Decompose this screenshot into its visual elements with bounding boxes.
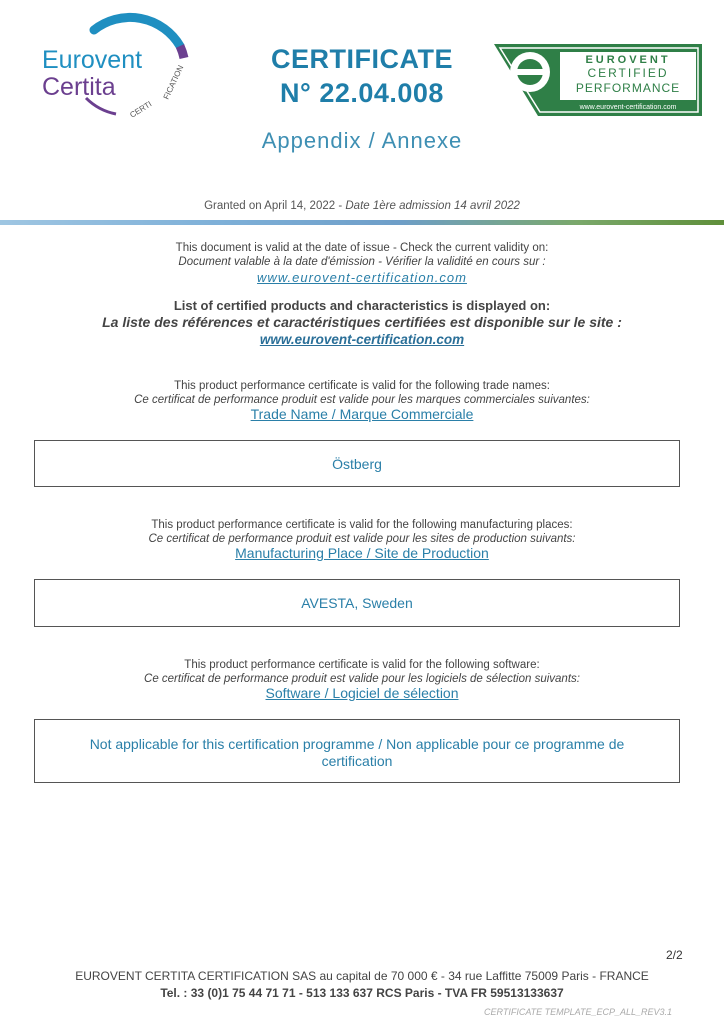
software-en: This product performance certificate is valid for the following software: xyxy=(184,659,540,671)
eurovent-certita-logo xyxy=(34,12,194,124)
certified-performance-badge-icon xyxy=(492,42,704,118)
badge-line3: PERFORMANCE xyxy=(575,81,681,95)
trade-name-value: Östberg xyxy=(332,456,382,472)
validity-en: This document is valid at the date of issue - Check the current validity on: xyxy=(175,242,549,254)
badge-url: www.eurovent-certification.com xyxy=(579,104,677,111)
software-value: Not applicable for this certification programme / Non applicable pour ce programme de certification xyxy=(89,736,625,769)
manufacturing-place-value: AVESTA, Sweden xyxy=(301,595,413,611)
validity-link-wrap xyxy=(0,269,724,287)
badge-line1: EUROVENT xyxy=(585,54,671,66)
list-en: List of certified products and characteristics is displayed on: xyxy=(173,298,551,313)
certificate-number: N° 22.04.008 xyxy=(280,78,444,108)
list-fr: La liste des références et caractéristiques certifiées est disponible sur le site : xyxy=(102,314,622,330)
software-box xyxy=(34,719,680,783)
badge-line2: CERTIFIED xyxy=(587,66,669,80)
manufacturing-place-box xyxy=(34,579,680,627)
software-heading: Software / Logiciel de sélection xyxy=(265,685,459,701)
footer-company-line: EUROVENT CERTITA CERTIFICATION SAS au capital de 70 000 € - 34 rue Laffitte 75009 Paris - FRANCE xyxy=(75,969,649,983)
trade-heading-wrap xyxy=(0,406,724,424)
software-heading-wrap xyxy=(0,685,724,703)
manufacturing-fr: Ce certificat de performance produit est valide pour les sites de production suivants: xyxy=(148,533,576,545)
list-link[interactable]: www.eurovent-certification.com xyxy=(259,332,465,347)
footer-contact-line: Tel. : 33 (0)1 75 44 71 71 - 513 133 637 RCS Paris - TVA FR 59513133637 xyxy=(160,986,564,1000)
trade-name-box xyxy=(34,440,680,487)
software-fr: Ce certificat de performance produit est valide pour les logiciels de sélection suivants: xyxy=(144,673,580,685)
validity-link[interactable]: www.eurovent-certification.com xyxy=(257,270,467,285)
svg-text:CERTI: CERTI xyxy=(128,99,154,120)
manufacturing-heading-wrap xyxy=(0,545,724,563)
trade-fr: Ce certificat de performance produit est valide pour les marques commerciales suivantes: xyxy=(134,394,590,406)
list-link-wrap xyxy=(0,331,724,349)
page-number: 2/2 xyxy=(666,948,683,962)
manufacturing-heading: Manufacturing Place / Site de Production xyxy=(235,545,489,561)
certificate-title xyxy=(212,42,512,110)
manufacturing-en: This product performance certificate is valid for the following manufacturing places: xyxy=(151,519,573,531)
header-divider xyxy=(0,220,724,225)
svg-text:FICATION: FICATION xyxy=(161,63,186,101)
eurovent-certified-performance-logo xyxy=(492,42,704,118)
logo-certita-text: Certita xyxy=(42,73,116,101)
granted-date xyxy=(0,200,724,212)
validity-fr: Document valable à la date d'émission - Vérifier la validité en cours sur : xyxy=(178,256,546,268)
trade-en: This product performance certificate is valid for the following trade names: xyxy=(174,380,550,392)
granted-en: Granted on April 14, 2022 - xyxy=(204,200,346,212)
logo-eurovent-text: Eurovent xyxy=(42,46,143,74)
template-reference: CERTIFICATE TEMPLATE_ECP_ALL_REV3.1 xyxy=(484,1007,673,1017)
granted-fr: Date 1ère admission 14 avril 2022 xyxy=(345,200,520,212)
trade-heading: Trade Name / Marque Commerciale xyxy=(250,406,474,422)
certificate-heading: CERTIFICATE xyxy=(271,44,453,74)
appendix-subtitle: Appendix / Annexe xyxy=(261,128,463,153)
